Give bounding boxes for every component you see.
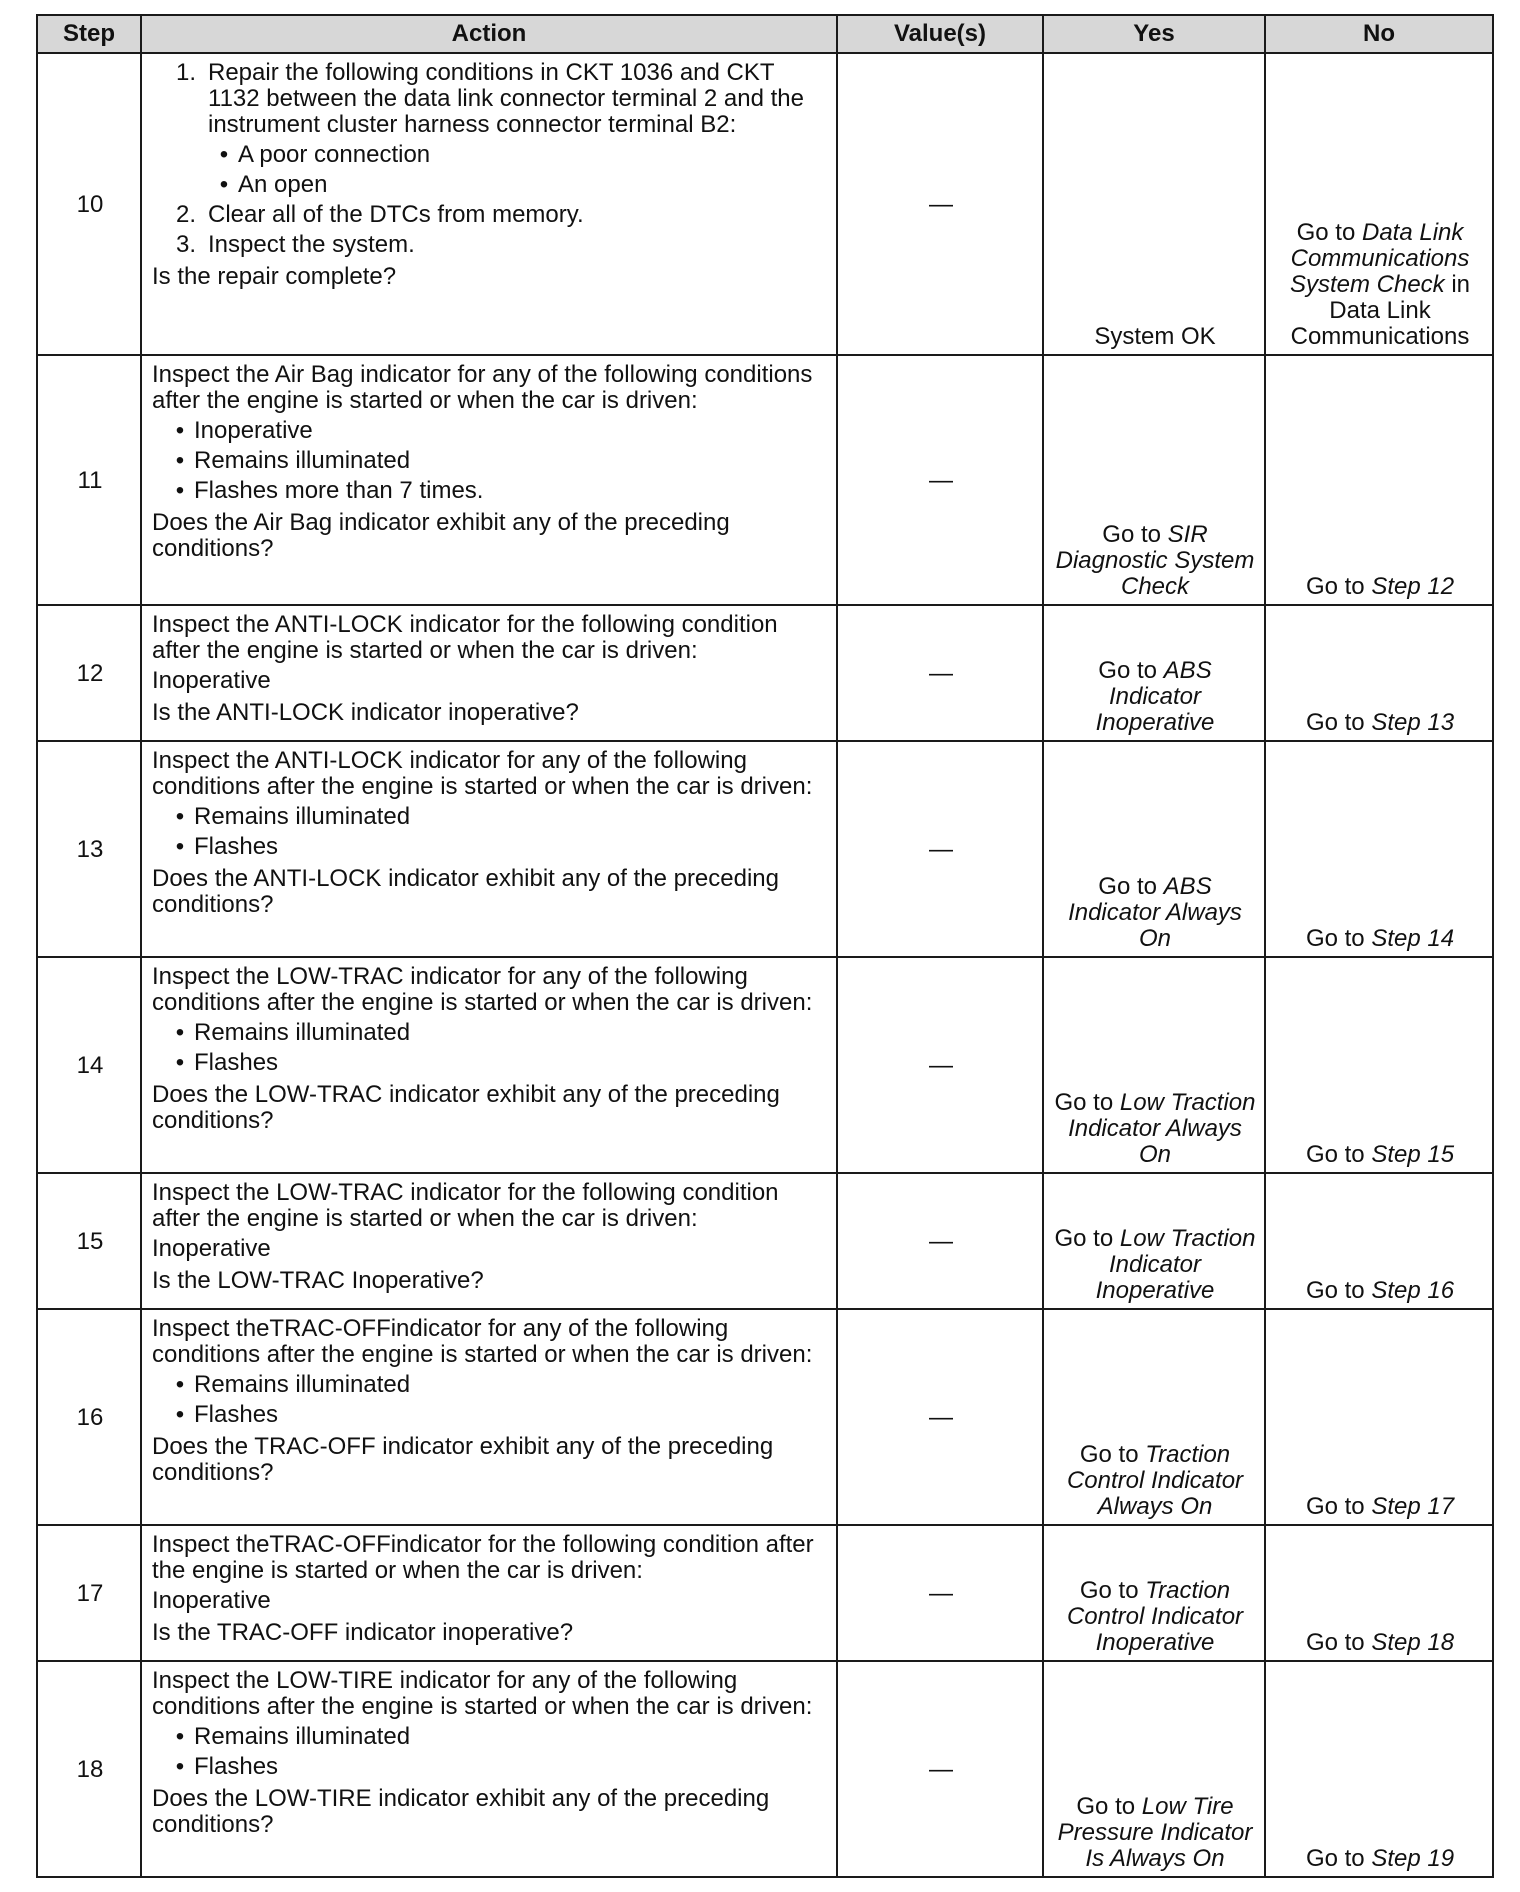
value-cell: —	[837, 1173, 1043, 1309]
value-cell: —	[837, 355, 1043, 605]
diagnostic-table	[36, 14, 1494, 1878]
value-cell: —	[837, 741, 1043, 957]
question-text: Does the LOW-TIRE indicator exhibit any of the preceding conditions?	[152, 1785, 770, 1838]
action-cell	[141, 605, 837, 741]
numbered-item: 3. Inspect the system.	[175, 231, 415, 258]
step-number: 14	[37, 957, 141, 1173]
action-cell	[141, 1173, 837, 1309]
link-text[interactable]: ABS Indicator Inoperative	[1095, 657, 1215, 736]
value-cell: —	[837, 53, 1043, 355]
yes-cell: Go to Traction Control Indicator Always On	[1043, 1309, 1265, 1525]
step-number: 18	[37, 1661, 141, 1877]
table-row	[37, 1661, 1493, 1877]
no-cell: Go to Step 15	[1265, 957, 1493, 1173]
header-values: Value(s)	[837, 15, 1043, 53]
no-cell: Go to Step 18	[1265, 1525, 1493, 1661]
step-number: 16	[37, 1309, 141, 1525]
header-step: Step	[37, 15, 141, 53]
link-text[interactable]: Step 16	[1371, 1277, 1455, 1304]
table-row	[37, 1173, 1493, 1309]
bullet-item: • An open	[219, 171, 328, 198]
intro-text: Inspect the ANTI-LOCK indicator for the following condition after the engine is started or when the car is driven:	[152, 611, 778, 664]
action-cell	[141, 53, 837, 355]
bullet-item: • Remains illuminated	[175, 1371, 411, 1398]
question-text: Does the Air Bag indicator exhibit any of the preceding conditions?	[152, 509, 730, 562]
intro-text: Inspect the LOW-TIRE indicator for any of the following conditions after the engine is started or when the car is driven:	[152, 1667, 813, 1720]
link-text[interactable]: Step 14	[1371, 925, 1455, 952]
link-text[interactable]: Step 19	[1371, 1845, 1455, 1872]
bullet-item: • Flashes	[175, 1049, 279, 1076]
step-number: 13	[37, 741, 141, 957]
bullet-item: • Flashes	[175, 1401, 279, 1428]
intro-text: Inspect the Air Bag indicator for any of the following conditions after the engine is started or when the car is driven:	[152, 361, 813, 414]
step-number: 15	[37, 1173, 141, 1309]
value-cell: —	[837, 1525, 1043, 1661]
yes-cell: Go to Low Traction Indicator Inoperative	[1043, 1173, 1265, 1309]
step-number: 11	[37, 355, 141, 605]
bullet-item: • Flashes	[175, 1753, 279, 1780]
intro-text: Inspect the LOW-TRAC indicator for any of the following conditions after the engine is started or when the car is driven:	[152, 963, 813, 1016]
link-text[interactable]: Step 18	[1371, 1629, 1455, 1656]
bullet-item: • Remains illuminated	[175, 1019, 411, 1046]
link-text[interactable]: Traction Control Indicator Always On	[1066, 1441, 1244, 1520]
action-cell	[141, 1661, 837, 1877]
link-text[interactable]: Step 17	[1371, 1493, 1455, 1520]
link-text[interactable]: Step 12	[1371, 573, 1455, 600]
value-cell: —	[837, 1309, 1043, 1525]
bullet-item: • Remains illuminated	[175, 1723, 411, 1750]
yes-cell: Go to Low Tire Pressure Indicator Is Always On	[1043, 1661, 1265, 1877]
link-text[interactable]: Low Tire Pressure Indicator Is Always On	[1057, 1793, 1253, 1872]
link-text[interactable]: Step 15	[1371, 1141, 1455, 1168]
header-row	[37, 15, 1493, 53]
no-cell: Go to Step 16	[1265, 1173, 1493, 1309]
bullet-item: • Flashes	[175, 833, 279, 860]
step-number: 12	[37, 605, 141, 741]
question-text: Does the ANTI-LOCK indicator exhibit any of the preceding conditions?	[152, 865, 779, 918]
value-cell: —	[837, 605, 1043, 741]
action-cell	[141, 355, 837, 605]
condition-text: Inoperative	[152, 1235, 271, 1262]
bullet-item: • Remains illuminated	[175, 447, 411, 474]
condition-text: Inoperative	[152, 1587, 271, 1614]
no-cell: Go to Data Link Communications System Check in Data Link Communications	[1265, 53, 1493, 355]
bullet-item: • Inoperative	[175, 417, 313, 444]
no-cell: Go to Step 17	[1265, 1309, 1493, 1525]
link-text[interactable]: Traction Control Indicator Inoperative	[1066, 1577, 1244, 1656]
question-text: Is the repair complete?	[152, 263, 397, 290]
intro-text: Inspect the LOW-TRAC indicator for the following condition after the engine is started or when the car is driven:	[152, 1179, 779, 1232]
intro-text: Inspect theTRAC-OFFindicator for the following condition after the engine is started or when the car is driven:	[152, 1531, 814, 1584]
header-yes: Yes	[1043, 15, 1265, 53]
bullet-item: • Remains illuminated	[175, 803, 411, 830]
question-text: Does the LOW-TRAC indicator exhibit any of the preceding conditions?	[152, 1081, 780, 1134]
step-number: 17	[37, 1525, 141, 1661]
action-cell	[141, 957, 837, 1173]
table-row	[37, 1525, 1493, 1661]
yes-cell: Go to Low Traction Indicator Always On	[1043, 957, 1265, 1173]
header-action: Action	[141, 15, 837, 53]
table-row	[37, 53, 1493, 355]
yes-cell: Go to Traction Control Indicator Inoperative	[1043, 1525, 1265, 1661]
table-row	[37, 355, 1493, 605]
link-text[interactable]: ABS Indicator Always On	[1068, 873, 1242, 952]
step-number: 10	[37, 53, 141, 355]
no-cell: Go to Step 19	[1265, 1661, 1493, 1877]
table-row	[37, 1309, 1493, 1525]
link-text[interactable]: Low Traction Indicator Always On	[1068, 1089, 1256, 1168]
link-text[interactable]: Data Link Communications System Check	[1289, 219, 1470, 298]
question-text: Is the LOW-TRAC Inoperative?	[152, 1267, 484, 1294]
intro-text: Inspect theTRAC-OFFindicator for any of the following conditions after the engine is started or when the car is driven:	[152, 1315, 813, 1368]
table-row	[37, 957, 1493, 1173]
header-no: No	[1265, 15, 1493, 53]
question-text: Is the ANTI-LOCK indicator inoperative?	[152, 699, 579, 726]
no-cell: Go to Step 13	[1265, 605, 1493, 741]
yes-cell: Go to ABS Indicator Inoperative	[1043, 605, 1265, 741]
question-text: Does the TRAC-OFF indicator exhibit any of the preceding conditions?	[152, 1433, 774, 1486]
no-cell: Go to Step 14	[1265, 741, 1493, 957]
yes-cell: Go to SIR Diagnostic System Check	[1043, 355, 1265, 605]
link-text[interactable]: Low Traction Indicator Inoperative	[1095, 1225, 1256, 1304]
action-cell	[141, 1309, 837, 1525]
condition-text: Inoperative	[152, 667, 271, 694]
numbered-item: 1. Repair the following conditions in CKT 1036 and CKT 1132 between the data link connector terminal 2 and the instrument cluster harness connector terminal B2:	[175, 59, 804, 138]
link-text[interactable]: SIR Diagnostic System Check	[1055, 521, 1255, 600]
value-cell: —	[837, 1661, 1043, 1877]
no-cell: Go to Step 12	[1265, 355, 1493, 605]
action-cell	[141, 741, 837, 957]
table-row	[37, 741, 1493, 957]
yes-cell: System OK	[1043, 53, 1265, 355]
numbered-item: 2. Clear all of the DTCs from memory.	[175, 201, 584, 228]
value-cell: —	[837, 957, 1043, 1173]
intro-text: Inspect the ANTI-LOCK indicator for any of the following conditions after the engine is started or when the car is driven:	[152, 747, 813, 800]
action-cell	[141, 1525, 837, 1661]
bullet-item: • A poor connection	[219, 141, 431, 168]
table-row	[37, 605, 1493, 741]
yes-cell: Go to ABS Indicator Always On	[1043, 741, 1265, 957]
bullet-item: • Flashes more than 7 times.	[175, 477, 484, 504]
link-text[interactable]: Step 13	[1371, 709, 1455, 736]
question-text: Is the TRAC-OFF indicator inoperative?	[152, 1619, 574, 1646]
